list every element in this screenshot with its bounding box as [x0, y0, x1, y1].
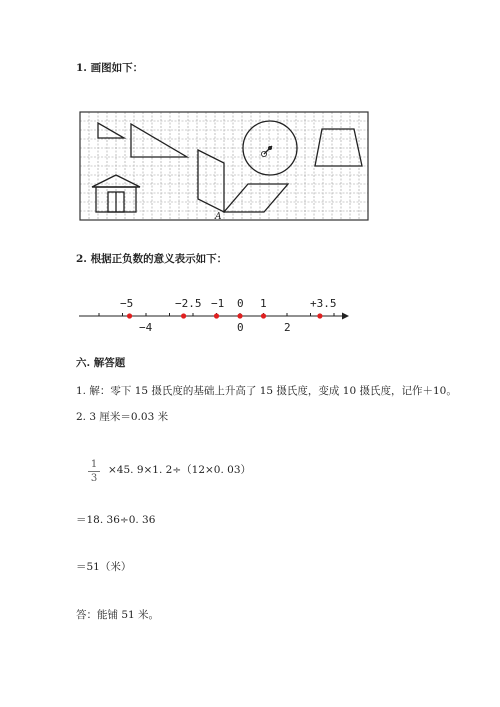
fraction-numerator: 1	[90, 459, 98, 470]
answer-2: 2. 3 厘米＝0.03 米	[76, 411, 169, 423]
label-minus-1: −1	[211, 297, 225, 310]
number-point	[317, 313, 322, 318]
number-point	[261, 313, 266, 318]
trapezoid-shape	[315, 129, 362, 166]
number-point	[214, 313, 219, 318]
label-one: 1	[260, 297, 267, 310]
house-shape	[92, 175, 140, 212]
label-plus-3-5: +3.5	[310, 297, 337, 310]
circle-shape	[243, 121, 297, 175]
tick-marks	[99, 313, 334, 316]
label-minus-5: −5	[120, 297, 134, 310]
small-triangle	[98, 123, 124, 138]
label-minus-2-5: −2.5	[175, 297, 202, 310]
number-point	[127, 313, 132, 318]
section-heading: 六. 解答题	[76, 357, 126, 369]
item1-title: 1. 画图如下：	[76, 62, 144, 74]
item2-title: 2. 根据正负数的意义表示如下：	[76, 253, 228, 265]
step-2: ＝51（米）	[76, 561, 132, 573]
arrow-head	[342, 313, 349, 320]
label-two: 2	[284, 321, 291, 334]
grid-border	[80, 112, 368, 220]
number-point	[181, 313, 186, 318]
fraction	[88, 459, 100, 484]
large-triangle	[131, 124, 187, 157]
red-points	[127, 313, 323, 318]
point-a-label: A	[215, 212, 222, 222]
label-minus-4: −4	[139, 321, 153, 334]
fraction-bar	[88, 471, 100, 472]
slanted-parallelogram	[198, 150, 224, 212]
final-answer: 答：能铺 51 米。	[76, 609, 160, 621]
circle-radius	[264, 146, 272, 154]
label-zero-bottom: 0	[237, 321, 244, 334]
grid-lines	[80, 112, 368, 220]
answer-1: 1. 解：零下 15 摄氏度的基础上升高了 15 摄氏度，变成 10 摄氏度，记作＋10。	[76, 385, 457, 397]
step-1: ＝18. 36÷0. 36	[76, 514, 156, 526]
number-point	[237, 313, 242, 318]
horizontal-parallelogram	[224, 184, 288, 212]
fraction-denominator: 3	[90, 473, 98, 484]
expression: ×45. 9×1. 2÷（12×0. 03）	[108, 464, 252, 476]
circle-center	[268, 146, 272, 150]
label-zero-top: 0	[237, 297, 244, 310]
